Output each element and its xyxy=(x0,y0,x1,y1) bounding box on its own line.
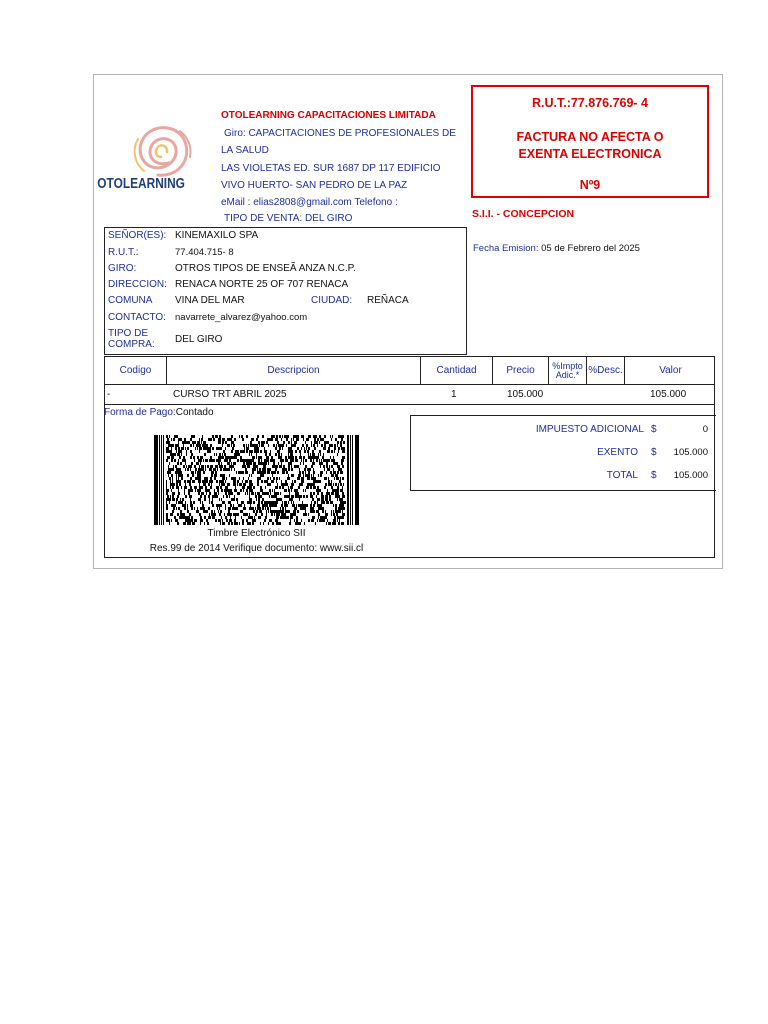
total-currency: $ xyxy=(651,470,657,481)
client-senores-value: KINEMAXILO SPA xyxy=(175,230,259,241)
client-row-direccion xyxy=(108,279,349,290)
company-email: eMail : elias2808@gmail.com Telefono : xyxy=(221,197,398,208)
client-giro-value: OTROS TIPOS DE ENSEÃ ANZA N.C.P. xyxy=(175,263,356,274)
impuesto-label: IMPUESTO ADICIONAL xyxy=(535,424,644,435)
client-box xyxy=(104,227,467,355)
document-number: Nº9 xyxy=(579,178,601,192)
col-descripcion: Descripcion xyxy=(167,357,421,384)
exento-label: EXENTO xyxy=(597,447,638,458)
exento-value: 105.000 xyxy=(673,447,708,458)
client-row-senores xyxy=(108,230,259,241)
forma-de-pago-value: Contado xyxy=(175,407,214,418)
col-valor: Valor xyxy=(659,365,682,376)
totals-box xyxy=(410,415,716,491)
client-row-comuna xyxy=(108,295,458,306)
col-codigo: Codigo xyxy=(105,357,167,384)
row-cantidad: 1 xyxy=(451,389,457,400)
client-row-rut xyxy=(108,247,234,258)
client-tipo-compra-value: DEL GIRO xyxy=(175,334,223,345)
logo-wordmark: OTOLEARNING xyxy=(97,176,185,192)
document-id-box xyxy=(471,85,709,198)
client-tipo-compra-label2: COMPRA: xyxy=(108,339,155,350)
client-row-giro xyxy=(108,263,356,274)
company-address-line2: VIVO HUERTO- SAN PEDRO DE LA PAZ xyxy=(221,180,408,191)
company-address-line1: LAS VIOLETAS ED. SUR 1687 DP 117 EDIFICIO xyxy=(221,163,441,174)
client-comuna-label: COMUNA xyxy=(108,295,153,306)
client-contacto-value: navarrete_alvarez@yahoo.com xyxy=(175,312,308,323)
pdf417-barcode-icon xyxy=(154,435,359,525)
col-impto-line2: Adic.* xyxy=(555,369,580,380)
row-valor: 105.000 xyxy=(650,389,687,400)
client-ciudad-value: REÑACA xyxy=(367,295,409,306)
client-tipo-compra-label xyxy=(108,328,155,350)
document-type xyxy=(473,129,707,163)
company-name: OTOLEARNING CAPACITACIONES LIMITADA xyxy=(221,110,436,121)
impuesto-value: 0 xyxy=(702,424,708,435)
document-type-line2: EXENTA ELECTRONICA xyxy=(518,147,662,161)
client-rut-label: R.U.T.: xyxy=(108,247,139,258)
exento-currency: $ xyxy=(651,447,657,458)
client-comuna-value: VINA DEL MAR xyxy=(175,295,245,306)
company-giro-line2: LA SALUD xyxy=(221,145,269,156)
client-row-contacto xyxy=(108,312,308,323)
col-impto-line1: %Impto xyxy=(552,360,583,371)
forma-de-pago-label: Forma de Pago: xyxy=(104,407,176,418)
company-giro-line1: Giro: CAPACITACIONES DE PROFESIONALES DE xyxy=(224,128,456,139)
issuer-rut: R.U.T.:77.876.769- 4 xyxy=(531,96,649,110)
row-descripcion: CURSO TRT ABRIL 2025 xyxy=(173,389,287,400)
client-ciudad-label: CIUDAD: xyxy=(311,295,353,306)
col-cantidad: Cantidad xyxy=(421,357,493,384)
client-giro-label: GIRO: xyxy=(108,263,137,274)
row-precio: 105.000 xyxy=(507,389,544,400)
table-lower-area xyxy=(104,356,715,558)
timbre-electronico: Timbre Electrónico SII xyxy=(207,528,306,539)
client-rut-value: 77.404.715- 8 xyxy=(175,247,234,258)
col-precio: Precio xyxy=(493,357,549,384)
row-codigo: - xyxy=(107,389,111,400)
total-value: 105.000 xyxy=(673,470,708,481)
issue-date xyxy=(473,243,640,254)
document-type-line1: FACTURA NO AFECTA O xyxy=(516,130,664,144)
issue-date-label: Fecha Emision: xyxy=(473,243,539,254)
client-direccion-label: DIRECCION: xyxy=(108,279,167,290)
client-contacto-label: CONTACTO: xyxy=(108,312,166,323)
client-row-tipo-compra xyxy=(108,328,223,350)
company-tipo-venta: TIPO DE VENTA: DEL GIRO xyxy=(224,213,353,224)
total-label: TOTAL xyxy=(606,470,638,481)
col-desc: %Desc. xyxy=(587,357,625,384)
client-tipo-compra-label1: TIPO DE xyxy=(108,328,149,339)
impuesto-currency: $ xyxy=(651,424,657,435)
client-direccion-value: RENACA NORTE 25 OF 707 RENACA xyxy=(175,279,349,290)
invoice-document xyxy=(93,74,723,569)
client-senores-label: SEÑOR(ES): xyxy=(108,230,167,241)
issue-date-value: 05 de Febrero del 2025 xyxy=(541,243,640,254)
sii-office: S.I.I. - CONCEPCION xyxy=(472,208,575,220)
resolucion-sii: Res.99 de 2014 Verifique documento: www.sii.cl xyxy=(149,543,364,554)
